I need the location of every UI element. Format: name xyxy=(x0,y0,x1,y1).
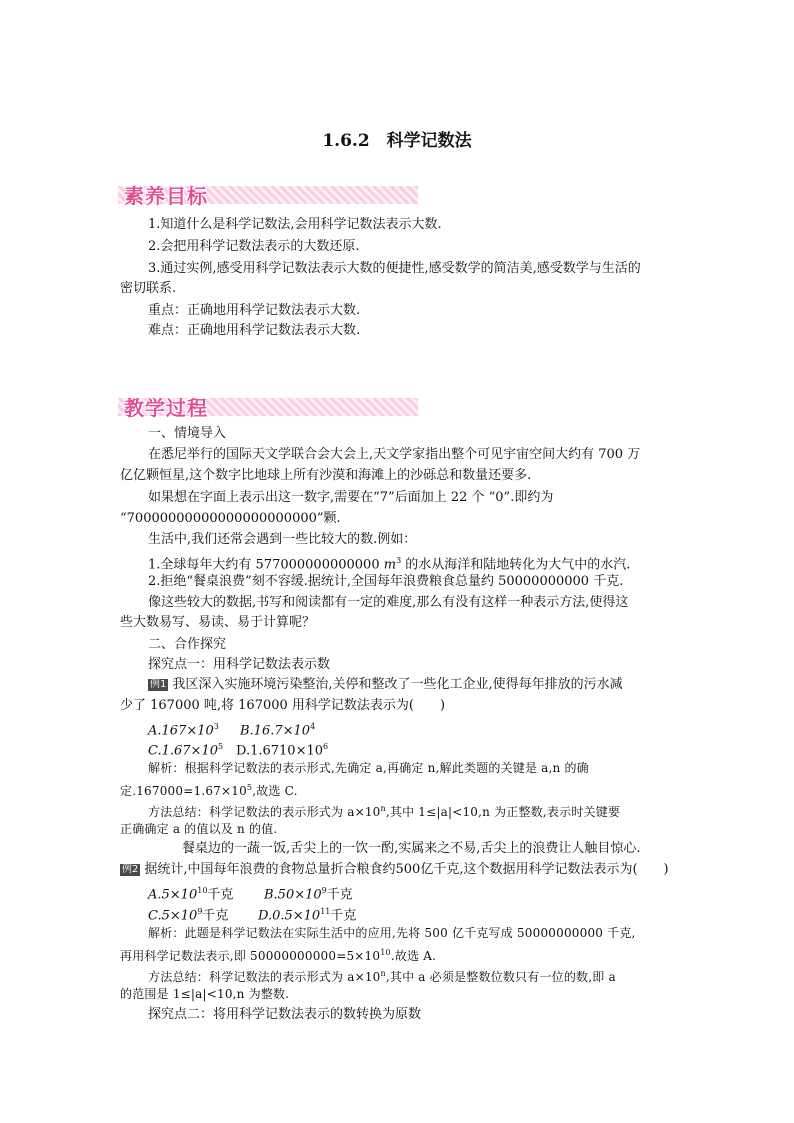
summary-1-line1 xyxy=(148,800,620,821)
text: ,故选 C. xyxy=(252,784,298,798)
exponent: n xyxy=(380,969,386,978)
intro-p1-line2: 亿亿颗恒星,这个数字比地球上所有沙漠和海滩上的沙砾总和数量还要多. xyxy=(120,468,532,483)
text: D.0.5×10 xyxy=(258,908,321,924)
goal-3-line2: 密切联系. xyxy=(120,281,177,296)
exponent: 3 xyxy=(396,556,402,565)
unit: 千克 xyxy=(326,887,353,903)
text: 方法总结：科学记数法的表示形式为 a×10 xyxy=(148,970,381,984)
intro-p2-line1: 如果想在字面上表示出这一数字,需要在“7”后面加上 22 个 “0”.即约为 xyxy=(148,490,554,505)
example-1-badge: 例1 xyxy=(150,679,167,690)
text: .故选 A. xyxy=(390,949,437,963)
goal-2: 2.会把用科学记数法表示的大数还原. xyxy=(148,239,360,254)
unit-m: m xyxy=(383,557,397,573)
text: D.1.6710×10 xyxy=(236,743,324,759)
solution-1-line2 xyxy=(120,779,298,800)
exponent: 5 xyxy=(246,783,253,792)
solution-2-line2 xyxy=(120,944,436,965)
example-2-option-b xyxy=(264,882,353,904)
exponent: 9 xyxy=(321,886,327,895)
section-banner-process xyxy=(118,392,418,420)
exponent: 6 xyxy=(323,742,329,751)
example-2-line2 xyxy=(120,861,669,879)
exponent: 10 xyxy=(380,948,391,957)
example-1-option-c xyxy=(148,738,223,760)
example-2-line1 xyxy=(120,840,641,858)
goal-1: 1.知道什么是科学记数法,会用科学记数法表示大数. xyxy=(148,217,442,232)
exponent: 11 xyxy=(320,907,331,916)
text: B.50×10 xyxy=(264,887,322,903)
explore-point-1: 探究点一：用科学记数法表示数 xyxy=(148,657,331,672)
text: ,其中 1≤|a|<10,n 为正整数,表示时关键要 xyxy=(385,805,621,819)
intro-p3: 生活中,我们还常会遇到一些比较大的数.例如： xyxy=(148,532,417,547)
example-1-line2: 少了 167000 吨,将 167000 用科学记数法表示为( ) xyxy=(120,698,446,713)
goal-3-line1: 3.通过实例,感受用科学记数法表示大数的便捷性,感受数学的简洁美,感受数学与生活的 xyxy=(148,261,641,276)
intro-p1-line1: 在悉尼举行的国际天文学联合会大会上,天文学家指出整个可见宇宙空间大约有 700 万 xyxy=(148,447,641,462)
exponent: 10 xyxy=(197,886,208,895)
example-1-option-a xyxy=(148,718,219,740)
text: 餐桌边的一蔬一饭,舌尖上的一饮一酌,实属来之不易,舌尖上的浪费让人触目惊心. xyxy=(182,841,641,856)
intro-p5: 2.拒绝“餐桌浪费”刻不容缓.据统计,全国每年浪费粮食总量约 50000000000 千克. xyxy=(148,574,624,589)
unit: 千克 xyxy=(202,908,229,924)
solution-2-line1: 解析：此题是科学记数法在实际生活中的应用,先将 500 亿千克写成 50000000000 千克, xyxy=(148,926,636,940)
section-title-process: 教学过程 xyxy=(124,396,208,420)
example-1-option-b xyxy=(240,718,315,740)
text: A.5×10 xyxy=(148,887,198,903)
exponent: 5 xyxy=(218,742,224,751)
section-banner-goals xyxy=(118,180,418,208)
example-2-option-c xyxy=(148,903,228,925)
text: 我区深入实施环境污染整治,关停和整改了一些化工企业,使得每年排放的污水减 xyxy=(172,677,623,692)
text: 的水从海洋和陆地转化为大气中的水汽. xyxy=(401,557,631,573)
example-2-option-d xyxy=(258,903,356,925)
example-2-option-a xyxy=(148,882,233,904)
exponent: n xyxy=(380,804,386,813)
text: 1.全球每年大约有 577000000000000 xyxy=(148,557,384,573)
text: C.1.67×10 xyxy=(148,743,218,759)
summary-2-line2: 的范围是 1≤|a|<10,n 为整数. xyxy=(120,987,290,1001)
difficult-point: 难点：正确地用科学记数法表示大数. xyxy=(148,323,361,338)
intro-p6-line2: 些大数易写、易读、易于计算呢？ xyxy=(120,615,316,630)
text: 再用科学记数法表示,即 50000000000=5×10 xyxy=(120,949,381,963)
solution-1-line1: 解析：根据科学记数法的表示形式,先确定 a,再确定 n,解此类题的关键是 a,n 的确 xyxy=(148,761,589,775)
text: ,其中 a 必须是整数位数只有一位的数,即 a xyxy=(385,970,616,984)
text: B.16.7×10 xyxy=(240,723,311,739)
text: 据统计,中国每年浪费的食物总量折合粮食约500亿千克,这个数据用科学记数法表示为( ) xyxy=(144,862,669,877)
example-1-option-d xyxy=(236,738,328,760)
key-point: 重点：正确地用科学记数法表示大数. xyxy=(148,303,361,318)
exponent: 4 xyxy=(310,722,316,731)
heading-explore: 二、合作探究 xyxy=(148,637,227,652)
heading-intro: 一、情境导入 xyxy=(148,426,227,441)
text: C.5×10 xyxy=(148,908,198,924)
text: 定.167000=1.67×10 xyxy=(120,784,247,798)
page-title: 1.6.2 科学记数法 xyxy=(322,131,472,151)
intro-p6-line1: 像这些较大的数据,书写和阅读都有一定的难度,那么有没有这样一种表示方法,使得这 xyxy=(148,595,629,610)
unit: 千克 xyxy=(207,887,234,903)
example-1-line1 xyxy=(148,676,623,694)
example-2-badge: 例2 xyxy=(122,864,139,875)
text: A.167×10 xyxy=(148,723,214,739)
unit: 千克 xyxy=(330,908,357,924)
explore-point-2: 探究点二：将用科学记数法表示的数转换为原数 xyxy=(148,1007,422,1022)
exponent: 3 xyxy=(213,722,219,731)
intro-p2-line2: “70000000000000000000000”颗. xyxy=(120,511,341,526)
text: 方法总结：科学记数法的表示形式为 a×10 xyxy=(148,805,381,819)
summary-2-line1 xyxy=(148,965,616,986)
intro-p4 xyxy=(148,552,630,574)
section-title-goals: 素养目标 xyxy=(124,184,208,208)
summary-1-line2: 正确确定 a 的值以及 n 的值. xyxy=(120,822,278,836)
exponent: 9 xyxy=(197,907,203,916)
